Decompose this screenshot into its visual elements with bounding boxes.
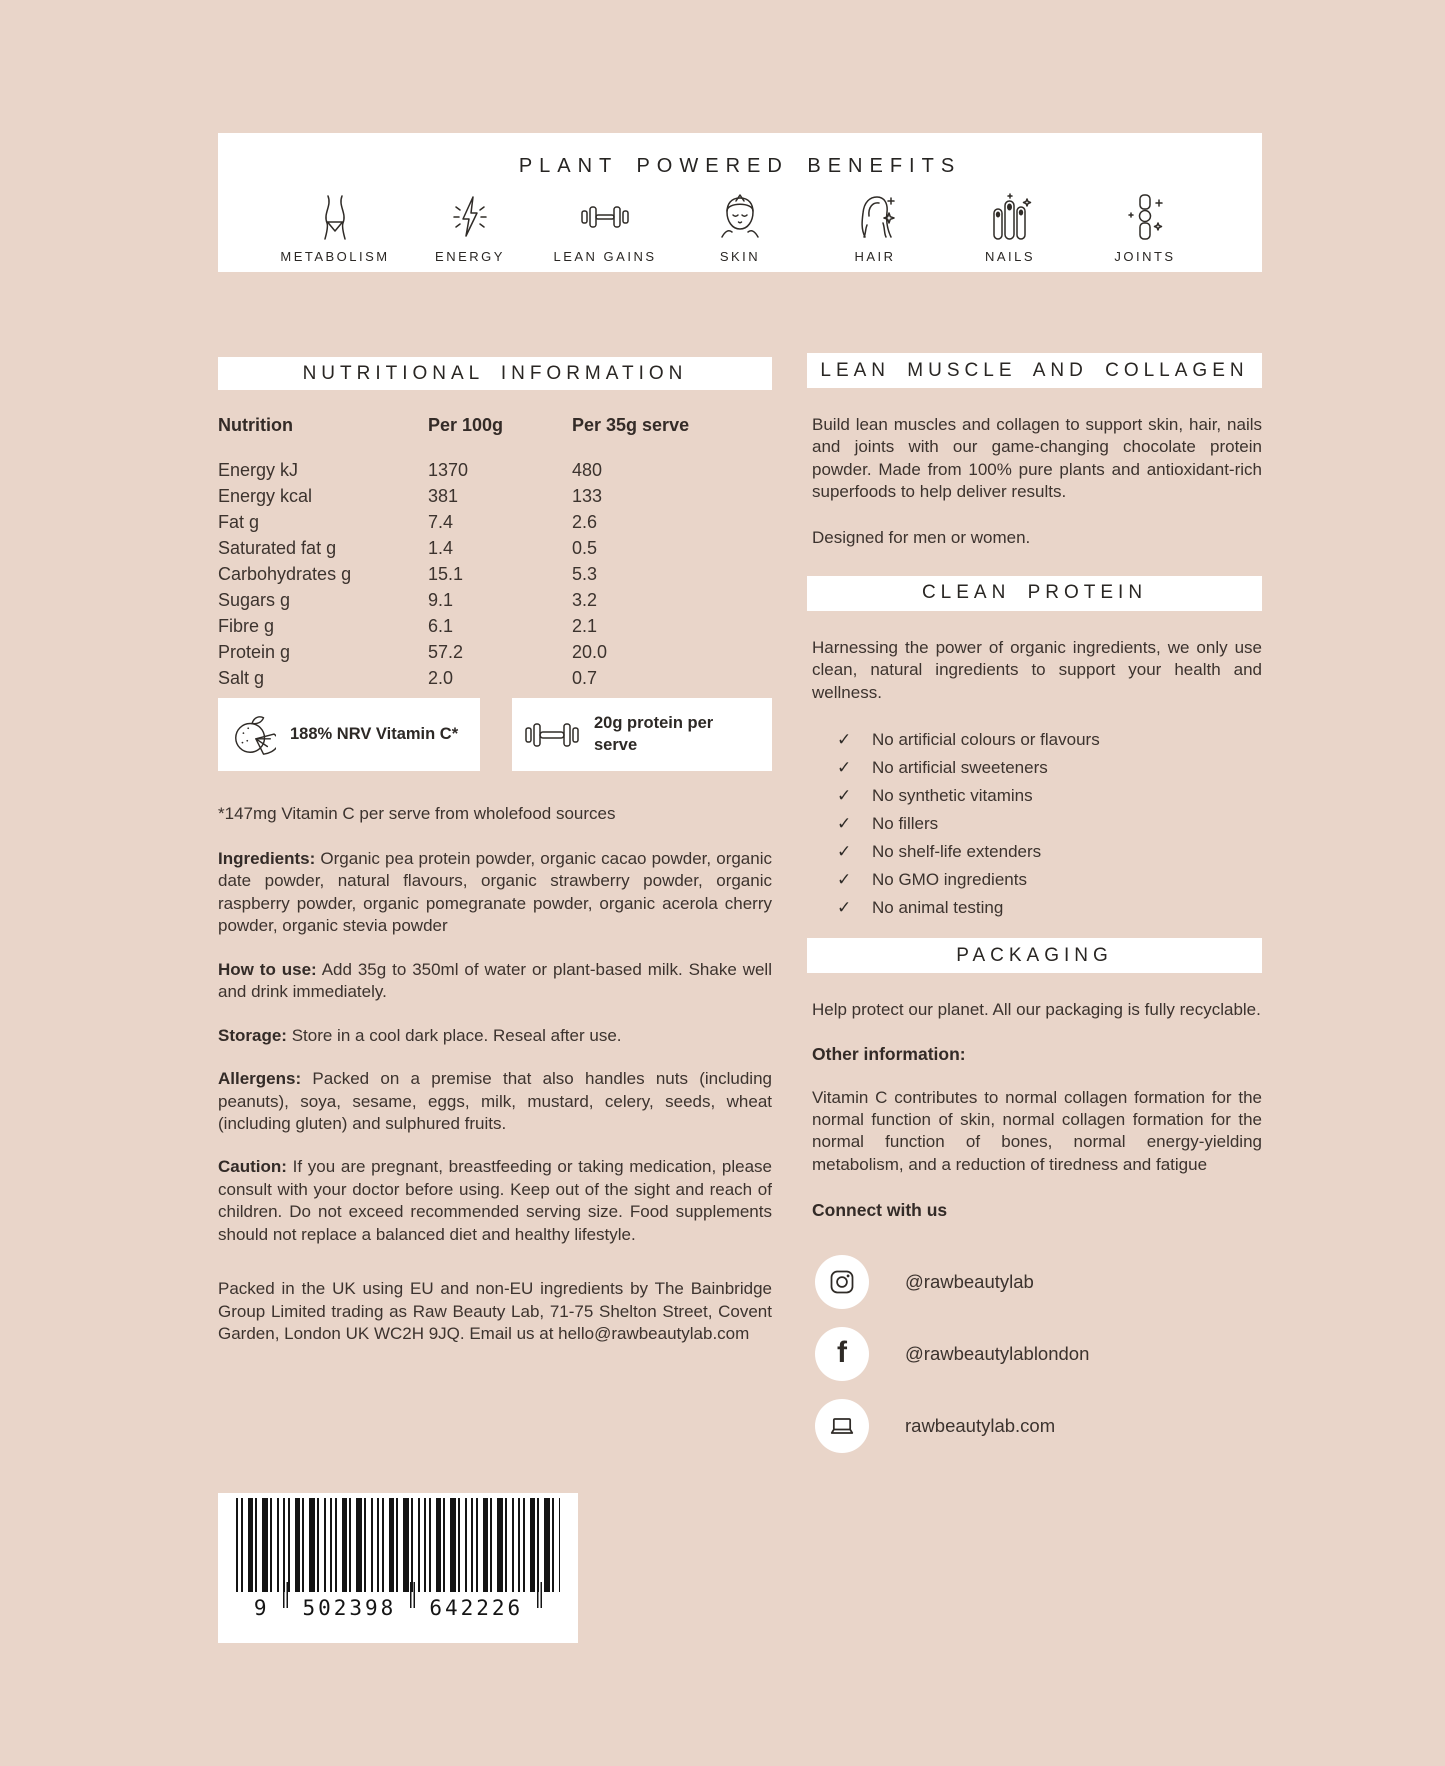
protein-badge [512, 698, 772, 771]
website-icon [815, 1399, 869, 1453]
benefits-title: PLANT POWERED BENEFITS [518, 155, 962, 177]
check-icon: ✓ [837, 786, 852, 806]
benefit-energy [415, 192, 525, 264]
packed-in-uk-paragraph: Packed in the UK using EU and non-EU ingredients by The Bainbridge Group Limited trading as Raw Beauty Lab, 71-75 Shelton Street, Covent Garden, London UK WC2H 9JQ. Email us at hello@rawbeautylab.com [218, 1279, 772, 1343]
col-nutrition: Nutrition [218, 414, 293, 435]
packaging-header: PACKAGING [807, 938, 1262, 973]
clean-protein-header: CLEAN PROTEIN [807, 576, 1262, 611]
other-information-label: Other information: [812, 1043, 966, 1064]
benefit-joints [1090, 192, 1200, 264]
benefit-nails [955, 192, 1065, 264]
nutrition-table [218, 412, 772, 691]
table-row: Saturated fat g 1.4 0.5 [218, 537, 598, 558]
barcode-bars [236, 1498, 560, 1592]
benefit-label: HAIR [854, 249, 896, 264]
plant-powered-benefits-panel [218, 133, 1262, 272]
vitamin-c-badge [218, 698, 480, 771]
nails-icon [988, 192, 1032, 242]
highlight-badges [218, 698, 772, 771]
list-item: ✓ No fillers [837, 814, 939, 834]
table-row: Energy kcal 381 133 [218, 485, 603, 506]
table-row: Salt g 2.0 0.7 [218, 667, 598, 688]
barcode-guard [283, 1582, 288, 1608]
ingredients-paragraph: Ingredients: Organic pea protein powder, organic cacao powder, organic date powder, natural flavours, organic strawberry powder, organic raspberry powder, organic pomegranate powder, organic acerola cherry powder, organic stevia powder [218, 849, 772, 936]
citrus-icon [230, 711, 276, 759]
check-icon: ✓ [837, 730, 852, 750]
table-row: Carbohydrates g 15.1 5.3 [218, 563, 598, 584]
check-icon: ✓ [837, 842, 852, 862]
col-per100: Per 100g [428, 414, 504, 435]
benefit-label: NAILS [984, 249, 1036, 264]
benefits-icon-row [218, 178, 1262, 264]
list-item: ✓ No GMO ingredients [837, 870, 1027, 890]
energy-icon [448, 192, 492, 242]
benefit-metabolism [280, 192, 390, 264]
benefit-label: JOINTS [1114, 249, 1176, 264]
dumbbell-icon [580, 192, 630, 242]
check-icon: ✓ [837, 814, 852, 834]
website-row [815, 1399, 1262, 1453]
social-links [815, 1255, 1262, 1453]
table-row: Protein g 57.2 20.0 [218, 641, 608, 662]
lean-muscle-body: Build lean muscles and collagen to support skin, hair, nails and joints with our game-changing chocolate protein powder. Made from 100% pure plants and antioxidant-rich superfoods to help deliver results. [812, 415, 1262, 502]
benefit-hair [820, 192, 930, 264]
barcode-guard [537, 1582, 542, 1608]
check-icon: ✓ [837, 870, 852, 890]
barcode [218, 1493, 578, 1643]
facebook-row [815, 1327, 1262, 1381]
face-skincare-icon [718, 192, 762, 242]
benefit-label: SKIN [719, 249, 761, 264]
vitamin-c-badge-text: 188% NRV Vitamin C* [290, 724, 459, 743]
instagram-icon [815, 1255, 869, 1309]
table-row: Fat g 7.4 2.6 [218, 511, 598, 532]
lean-muscle-header: LEAN MUSCLE AND COLLAGEN [807, 353, 1262, 388]
list-item: ✓ No artificial colours or flavours [837, 730, 1100, 750]
metabolism-icon [313, 192, 357, 242]
table-row: Sugars g 9.1 3.2 [218, 589, 598, 610]
how-to-use-paragraph: How to use: Add 35g to 350ml of water or plant-based milk. Shake well and drink immediately. [218, 959, 772, 1002]
barcode-guard [410, 1582, 415, 1608]
instagram-row [815, 1255, 1262, 1309]
packaging-body: Help protect our planet. All our packaging is fully recyclable. [812, 1000, 1261, 1020]
benefit-lean-gains [550, 192, 660, 264]
list-item: ✓ No artificial sweeteners [837, 758, 1048, 778]
list-item: ✓ No animal testing [837, 898, 1004, 918]
nutritional-information-header: NUTRITIONAL INFORMATION [218, 357, 772, 390]
nutrition-column [218, 357, 772, 1366]
dumbbell-icon [524, 720, 580, 750]
facebook-handle: @rawbeautylablondon [905, 1343, 1090, 1365]
hair-icon [853, 192, 897, 242]
joint-icon [1123, 192, 1167, 242]
benefit-label: LEAN GAINS [553, 249, 657, 264]
marketing-column [807, 353, 1262, 1471]
table-row: Energy kJ 1370 480 [218, 459, 603, 480]
col-per35: Per 35g serve [572, 414, 690, 435]
connect-with-us-label: Connect with us [812, 1200, 948, 1221]
protein-badge-text: 20g protein per serve [594, 714, 714, 754]
vitamin-c-footnote: *147mg Vitamin C per serve from wholefood sources [218, 804, 616, 823]
list-item: ✓ No shelf-life extenders [837, 842, 1042, 862]
barcode-digits: 9 502398 642226 [218, 1596, 578, 1620]
facebook-icon: f [815, 1327, 869, 1381]
storage-paragraph: Storage: Store in a cool dark place. Reseal after use. [218, 1025, 622, 1045]
nutrition-table-header-row [218, 412, 772, 438]
table-row: Fibre g 6.1 2.1 [218, 615, 598, 636]
benefit-label: METABOLISM [280, 249, 390, 264]
benefit-skin [685, 192, 795, 264]
benefit-label: ENERGY [435, 249, 505, 264]
caution-paragraph: Caution: If you are pregnant, breastfeeding or taking medication, please consult with your doctor before using. Keep out of the sight and reach of children. Do not exceed recommended serving size. Food supplements should not replace a balanced diet and healthy lifestyle. [218, 1157, 772, 1244]
website-url: rawbeautylab.com [905, 1415, 1056, 1437]
other-information-body: Vitamin C contributes to normal collagen formation for the normal function of skin, normal collagen formation for the normal function of bones, normal energy-yielding metabolism, and a reduction of tiredness and fatigue [812, 1087, 1262, 1174]
check-icon: ✓ [837, 898, 852, 918]
clean-protein-checklist [807, 730, 1262, 926]
instagram-handle: @rawbeautylab [905, 1271, 1034, 1293]
clean-protein-body: Harnessing the power of organic ingredients, we only use clean, natural ingredients to support your health and wellness. [812, 637, 1262, 702]
designed-for-tagline: Designed for men or women. [812, 527, 1031, 547]
details-paragraphs [218, 848, 772, 1345]
check-icon: ✓ [837, 758, 852, 778]
allergens-paragraph: Allergens: Packed on a premise that also handles nuts (including peanuts), soya, sesame, eggs, milk, mustard, celery, seeds, wheat (including gluten) and sulphured fruits. [218, 1069, 772, 1133]
list-item: ✓ No synthetic vitamins [837, 786, 1033, 806]
